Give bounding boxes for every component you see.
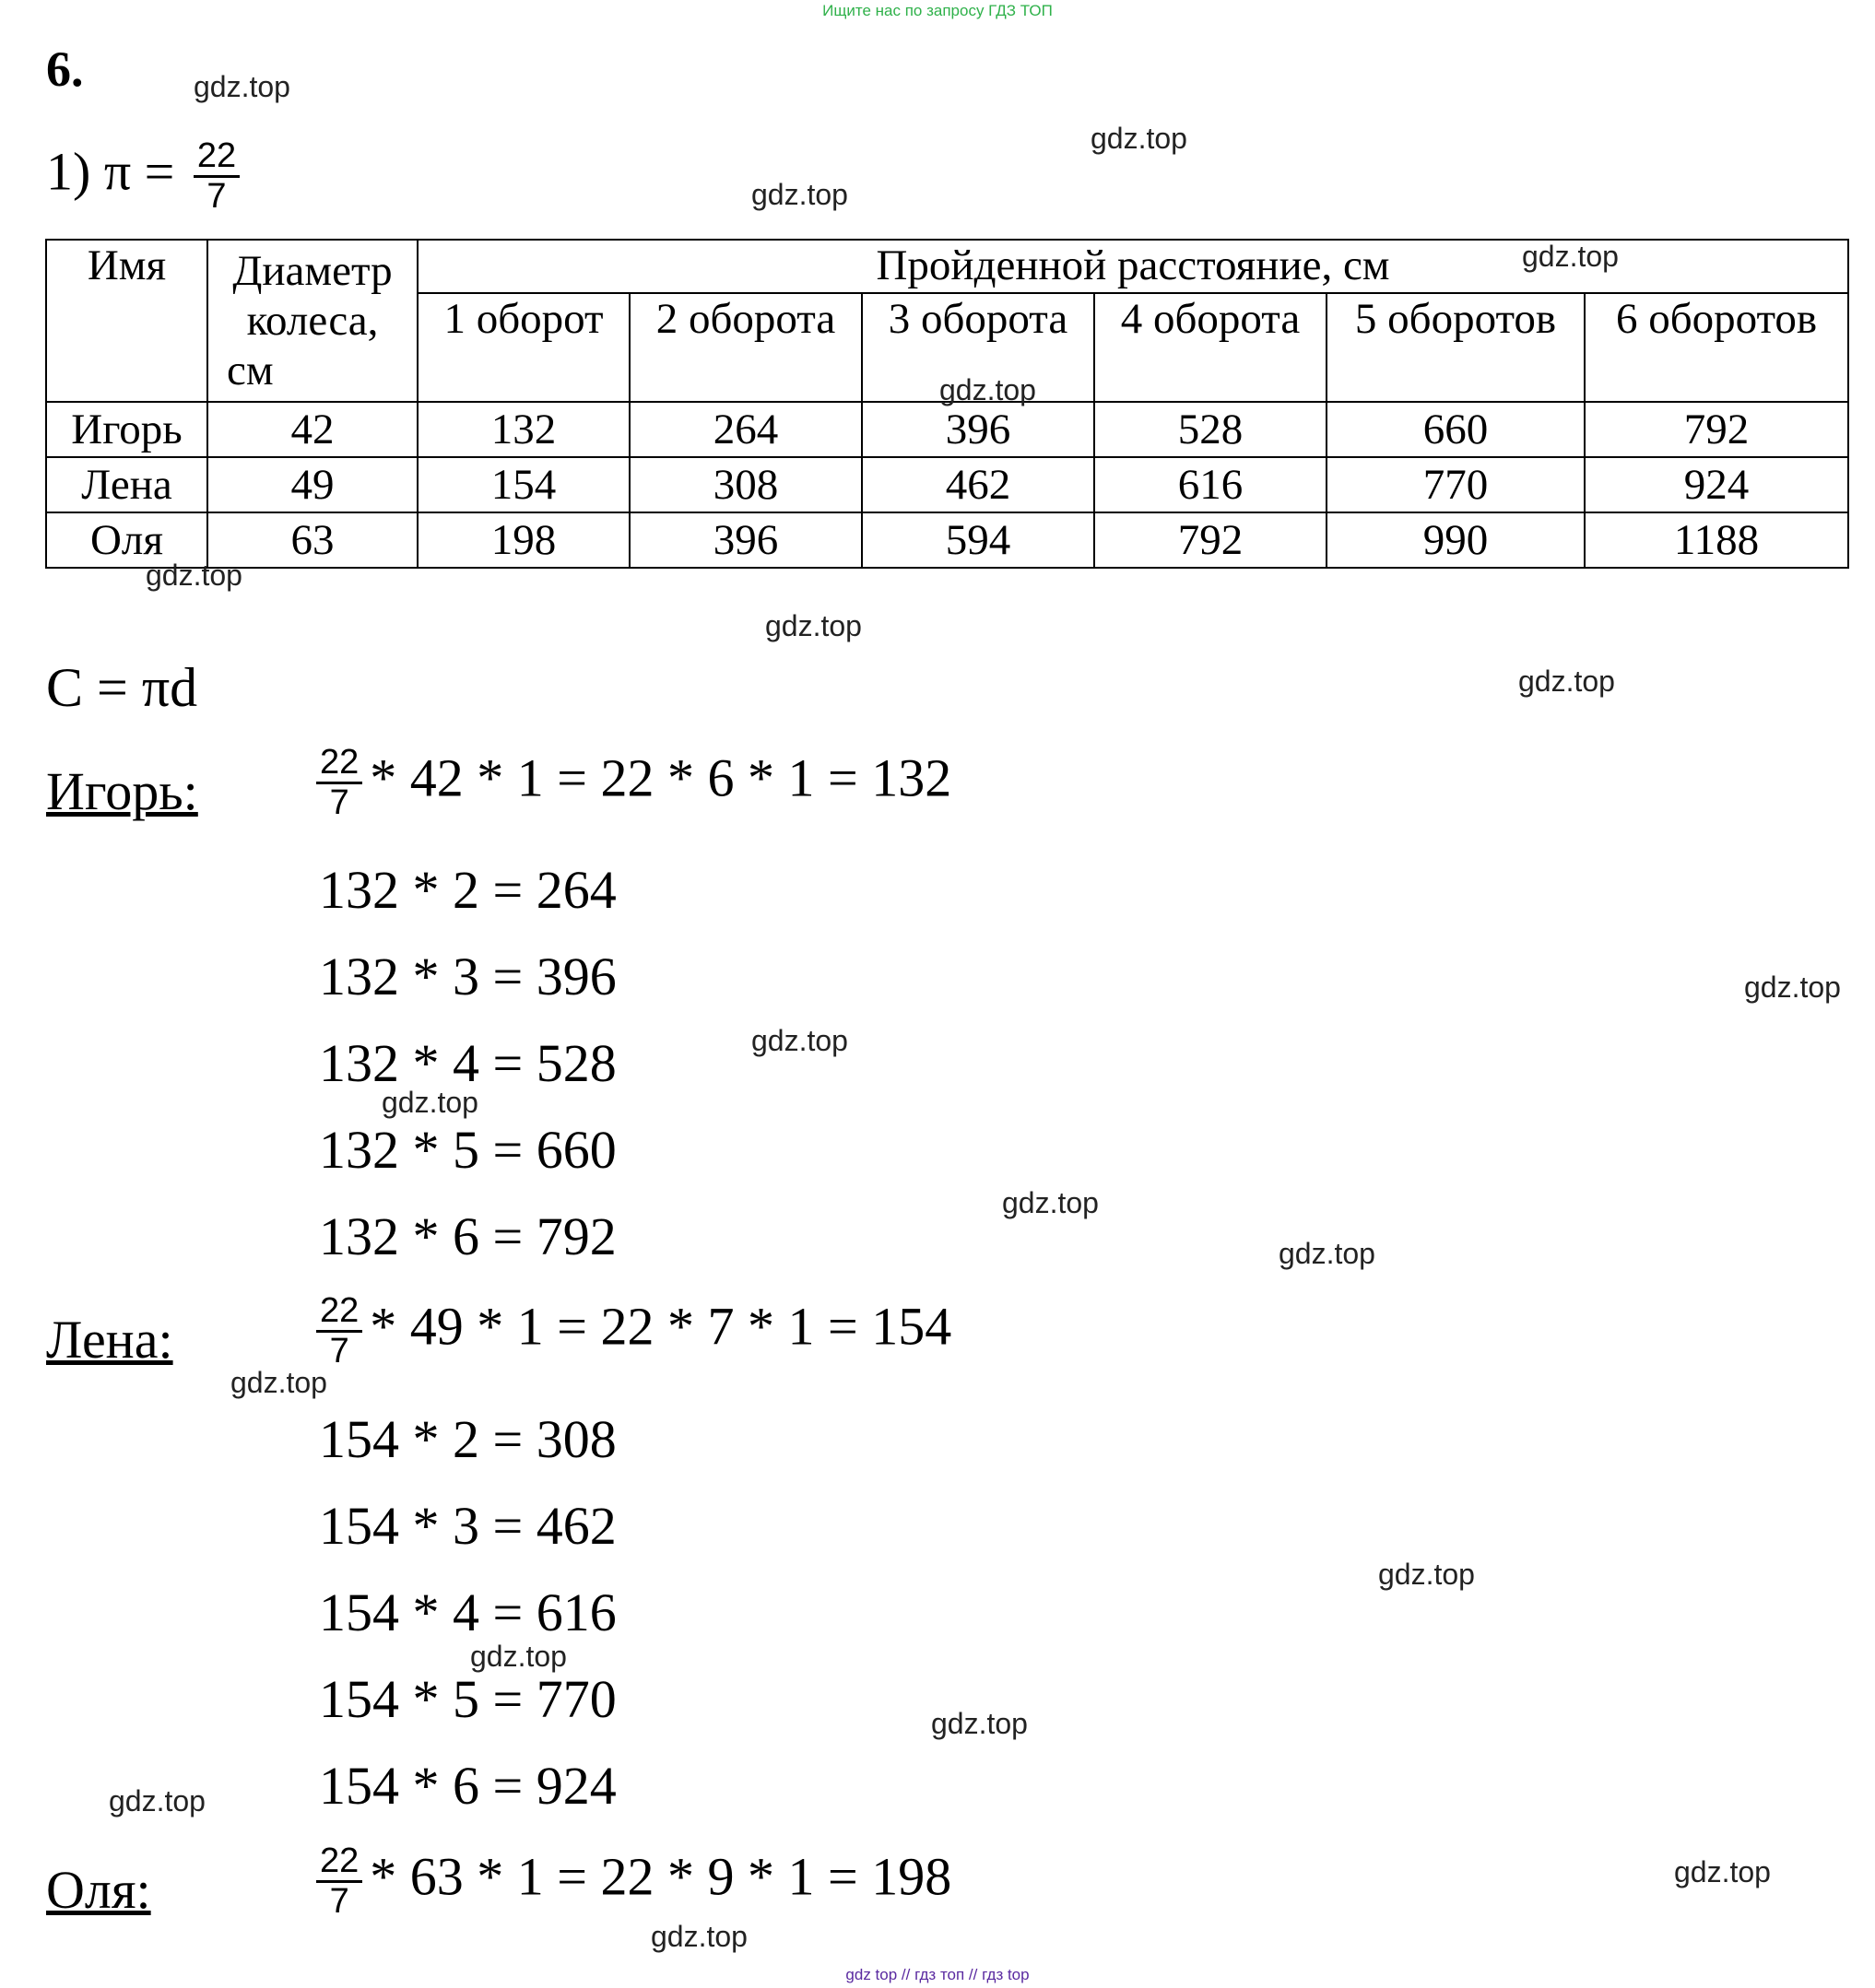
header-turn-6: 6 оборотов (1585, 293, 1848, 402)
table-row (46, 512, 1848, 568)
igor-calc-line: 132 * 5 = 660 (319, 1120, 617, 1180)
olya-fraction-numerator: 22 (316, 1843, 362, 1883)
olya-fraction-denominator: 7 (329, 1881, 349, 1921)
pi-fraction (194, 138, 240, 217)
row-value: 1188 (1585, 512, 1848, 568)
lena-fraction-denominator: 7 (329, 1331, 349, 1370)
header-turn-3: 3 оборота (862, 293, 1094, 402)
igor-calc-line: 132 * 3 = 396 (319, 947, 617, 1006)
watermark: gdz.top (931, 1707, 1028, 1740)
igor-label: Игорь: (46, 761, 198, 821)
olya-first-expression: * 63 * 1 = 22 * 9 * 1 = 198 (370, 1846, 952, 1907)
lena-calc-line: 154 * 4 = 616 (319, 1582, 617, 1642)
header-turn-5: 5 оборотов (1327, 293, 1585, 402)
olya-first-calc (316, 1843, 951, 1922)
table-row (46, 402, 1848, 457)
row-value: 990 (1327, 512, 1585, 568)
header-distance: Пройденной расстояние, см (418, 240, 1848, 293)
row-diameter: 42 (207, 402, 418, 457)
pi-fraction-denominator: 7 (206, 176, 227, 216)
row-value: 660 (1327, 402, 1585, 457)
igor-calc-line: 132 * 2 = 264 (319, 860, 617, 920)
row-name: Игорь (46, 402, 207, 457)
row-value: 396 (862, 402, 1094, 457)
watermark: gdz.top (1002, 1186, 1099, 1219)
row-name: Лена (46, 457, 207, 512)
watermark: gdz.top (382, 1086, 478, 1119)
watermark: gdz.top (1378, 1558, 1475, 1591)
row-name: Оля (46, 512, 207, 568)
watermark: gdz.top (1279, 1237, 1375, 1270)
watermark: gdz.top (146, 559, 242, 592)
header-diameter: Диаметр колеса, см (207, 240, 418, 402)
header-turn-1: 1 оборот (418, 293, 630, 402)
row-value: 528 (1094, 402, 1327, 457)
row-value: 792 (1585, 402, 1848, 457)
igor-first-expression: * 42 * 1 = 22 * 6 * 1 = 132 (370, 747, 952, 808)
lena-calc-line: 154 * 3 = 462 (319, 1496, 617, 1556)
watermark: gdz.top (194, 70, 290, 103)
bottom-banner: gdz top // гдз топ // гдз top (845, 1966, 1030, 1983)
watermark: gdz.top (109, 1784, 206, 1817)
circumference-formula: C = πd (46, 657, 198, 718)
igor-first-calc (316, 745, 951, 823)
watermark: gdz.top (751, 178, 848, 211)
pi-prefix: 1) π = (46, 141, 175, 202)
header-turn-4: 4 оборота (1094, 293, 1327, 402)
row-value: 924 (1585, 457, 1848, 512)
watermark: gdz.top (751, 1024, 848, 1057)
igor-calc-line: 132 * 6 = 792 (319, 1206, 617, 1266)
watermark: gdz.top (230, 1366, 327, 1399)
watermark: gdz.top (651, 1920, 748, 1953)
lena-fraction-numerator: 22 (316, 1293, 362, 1333)
pi-definition (46, 138, 240, 217)
watermark: gdz.top (939, 373, 1036, 406)
row-value: 792 (1094, 512, 1327, 568)
row-value: 462 (862, 457, 1094, 512)
watermark: gdz.top (1091, 122, 1187, 155)
watermark: gdz.top (765, 609, 862, 642)
watermark: gdz.top (1674, 1855, 1771, 1888)
row-value: 396 (630, 512, 862, 568)
lena-calc-line: 154 * 5 = 770 (319, 1669, 617, 1729)
lena-first-calc (316, 1293, 951, 1371)
table-row (46, 457, 1848, 512)
lena-fraction (316, 1293, 362, 1371)
row-value: 308 (630, 457, 862, 512)
row-value: 198 (418, 512, 630, 568)
row-value: 770 (1327, 457, 1585, 512)
watermark: gdz.top (470, 1640, 567, 1673)
lena-calc-line: 154 * 2 = 308 (319, 1409, 617, 1469)
row-diameter: 49 (207, 457, 418, 512)
top-banner: Ищите нас по запросу ГДЗ ТОП (822, 2, 1053, 19)
watermark: gdz.top (1744, 970, 1841, 1004)
igor-calc-line: 132 * 4 = 528 (319, 1033, 617, 1093)
igor-fraction-numerator: 22 (316, 745, 362, 784)
header-name: Имя (46, 240, 207, 402)
igor-fraction-denominator: 7 (329, 782, 349, 822)
row-value: 264 (630, 402, 862, 457)
lena-label: Лена: (46, 1310, 173, 1370)
lena-calc-line: 154 * 6 = 924 (319, 1756, 617, 1816)
olya-fraction (316, 1843, 362, 1922)
row-diameter: 63 (207, 512, 418, 568)
task-number: 6. (46, 41, 84, 97)
watermark: gdz.top (1522, 240, 1619, 273)
row-value: 132 (418, 402, 630, 457)
header-turn-2: 2 оборота (630, 293, 862, 402)
watermark: gdz.top (1518, 665, 1615, 698)
lena-first-expression: * 49 * 1 = 22 * 7 * 1 = 154 (370, 1296, 952, 1357)
row-value: 616 (1094, 457, 1327, 512)
row-value: 594 (862, 512, 1094, 568)
igor-fraction (316, 745, 362, 823)
olya-label: Оля: (46, 1860, 151, 1920)
row-value: 154 (418, 457, 630, 512)
pi-fraction-numerator: 22 (194, 138, 240, 178)
